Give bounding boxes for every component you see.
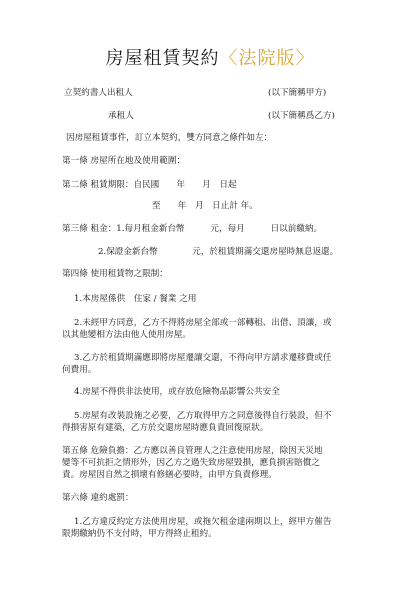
article-4-item-5-line-1: 5.房屋有改裝設施之必要，乙方取得甲方之同意後得自行裝設，但不 <box>74 411 332 421</box>
document-title <box>0 48 420 70</box>
article-4-item-3-line-1: 3.乙方於租賃期滿應即將房屋遷讓交還，不得向甲方請求遷移費或任 <box>74 353 332 363</box>
article-2-end: 至 年 月 日止計 年。 <box>152 201 258 211</box>
article-5-line-3: 責。房屋因自然之損壞有修繕必要時，由甲方負責修理。 <box>62 470 277 480</box>
article-6-item-1-line-1: 1.乙方違反約定方法使用房屋，或拖欠租金達兩期以上，經甲方催告 <box>74 517 332 527</box>
article-2-start: 第二條 租賃期限：自民國 年 月 日起 <box>62 180 237 190</box>
article-4-item-3-line-2: 何費用。 <box>62 365 97 375</box>
article-4-item-5-line-2: 得損害原有建築，乙方於交還房屋時應負責回復原狀。 <box>62 423 269 433</box>
article-3-rent: 第三條 租金：1.每月租金新台幣 元，每月 日以前繳納。 <box>62 224 323 234</box>
article-5-line-2: 變等不可抗拒之情形外，因乙方之過失致房屋毀損，應負損害賠償之 <box>62 458 320 468</box>
article-4-item-2-line-2: 以其他變相方法由他人使用房屋。 <box>62 330 191 340</box>
article-1: 第一條 房屋所在地及使用範圍： <box>62 156 186 166</box>
article-4-item-2-line-1: 2.未經甲方同意，乙方不得將房屋全部或一部轉租、出借、頂讓，或 <box>74 318 332 328</box>
article-3-deposit: 2.保證金新台幣 元，於租賃期滿交還房屋時無息返還。 <box>98 247 339 257</box>
party-tenant-note: (以下簡稱爲乙方) <box>268 111 335 121</box>
party-tenant: 承租人 <box>108 111 134 121</box>
article-6-item-1-line-2: 限期繳納仍不支付時，甲方得終止租約。 <box>62 529 217 539</box>
article-6: 第六條 違約處罰： <box>62 493 134 503</box>
party-landlord: 立契約書人出租人 <box>64 88 133 98</box>
article-4-item-1: 1.本房屋係供 住家 / 餐業 之用 <box>74 294 197 304</box>
article-4-item-4: 4.房屋不得供非法使用，或存放危險物品影響公共安全 <box>74 387 280 397</box>
party-landlord-note: (以下簡稱甲方) <box>268 88 327 98</box>
article-5-line-1: 第五條 危險負擔：乙方應以善良管理人之注意使用房屋，除因天災地 <box>62 446 323 456</box>
title-main: 房屋租賃契約 <box>105 48 220 69</box>
intro-text: 因房屋租賃事件，訂立本契約，雙方同意之條件如左： <box>66 133 273 143</box>
article-4: 第四條 使用租賃物之限制： <box>62 269 168 279</box>
title-suffix: 〈法院版〉 <box>219 48 315 69</box>
